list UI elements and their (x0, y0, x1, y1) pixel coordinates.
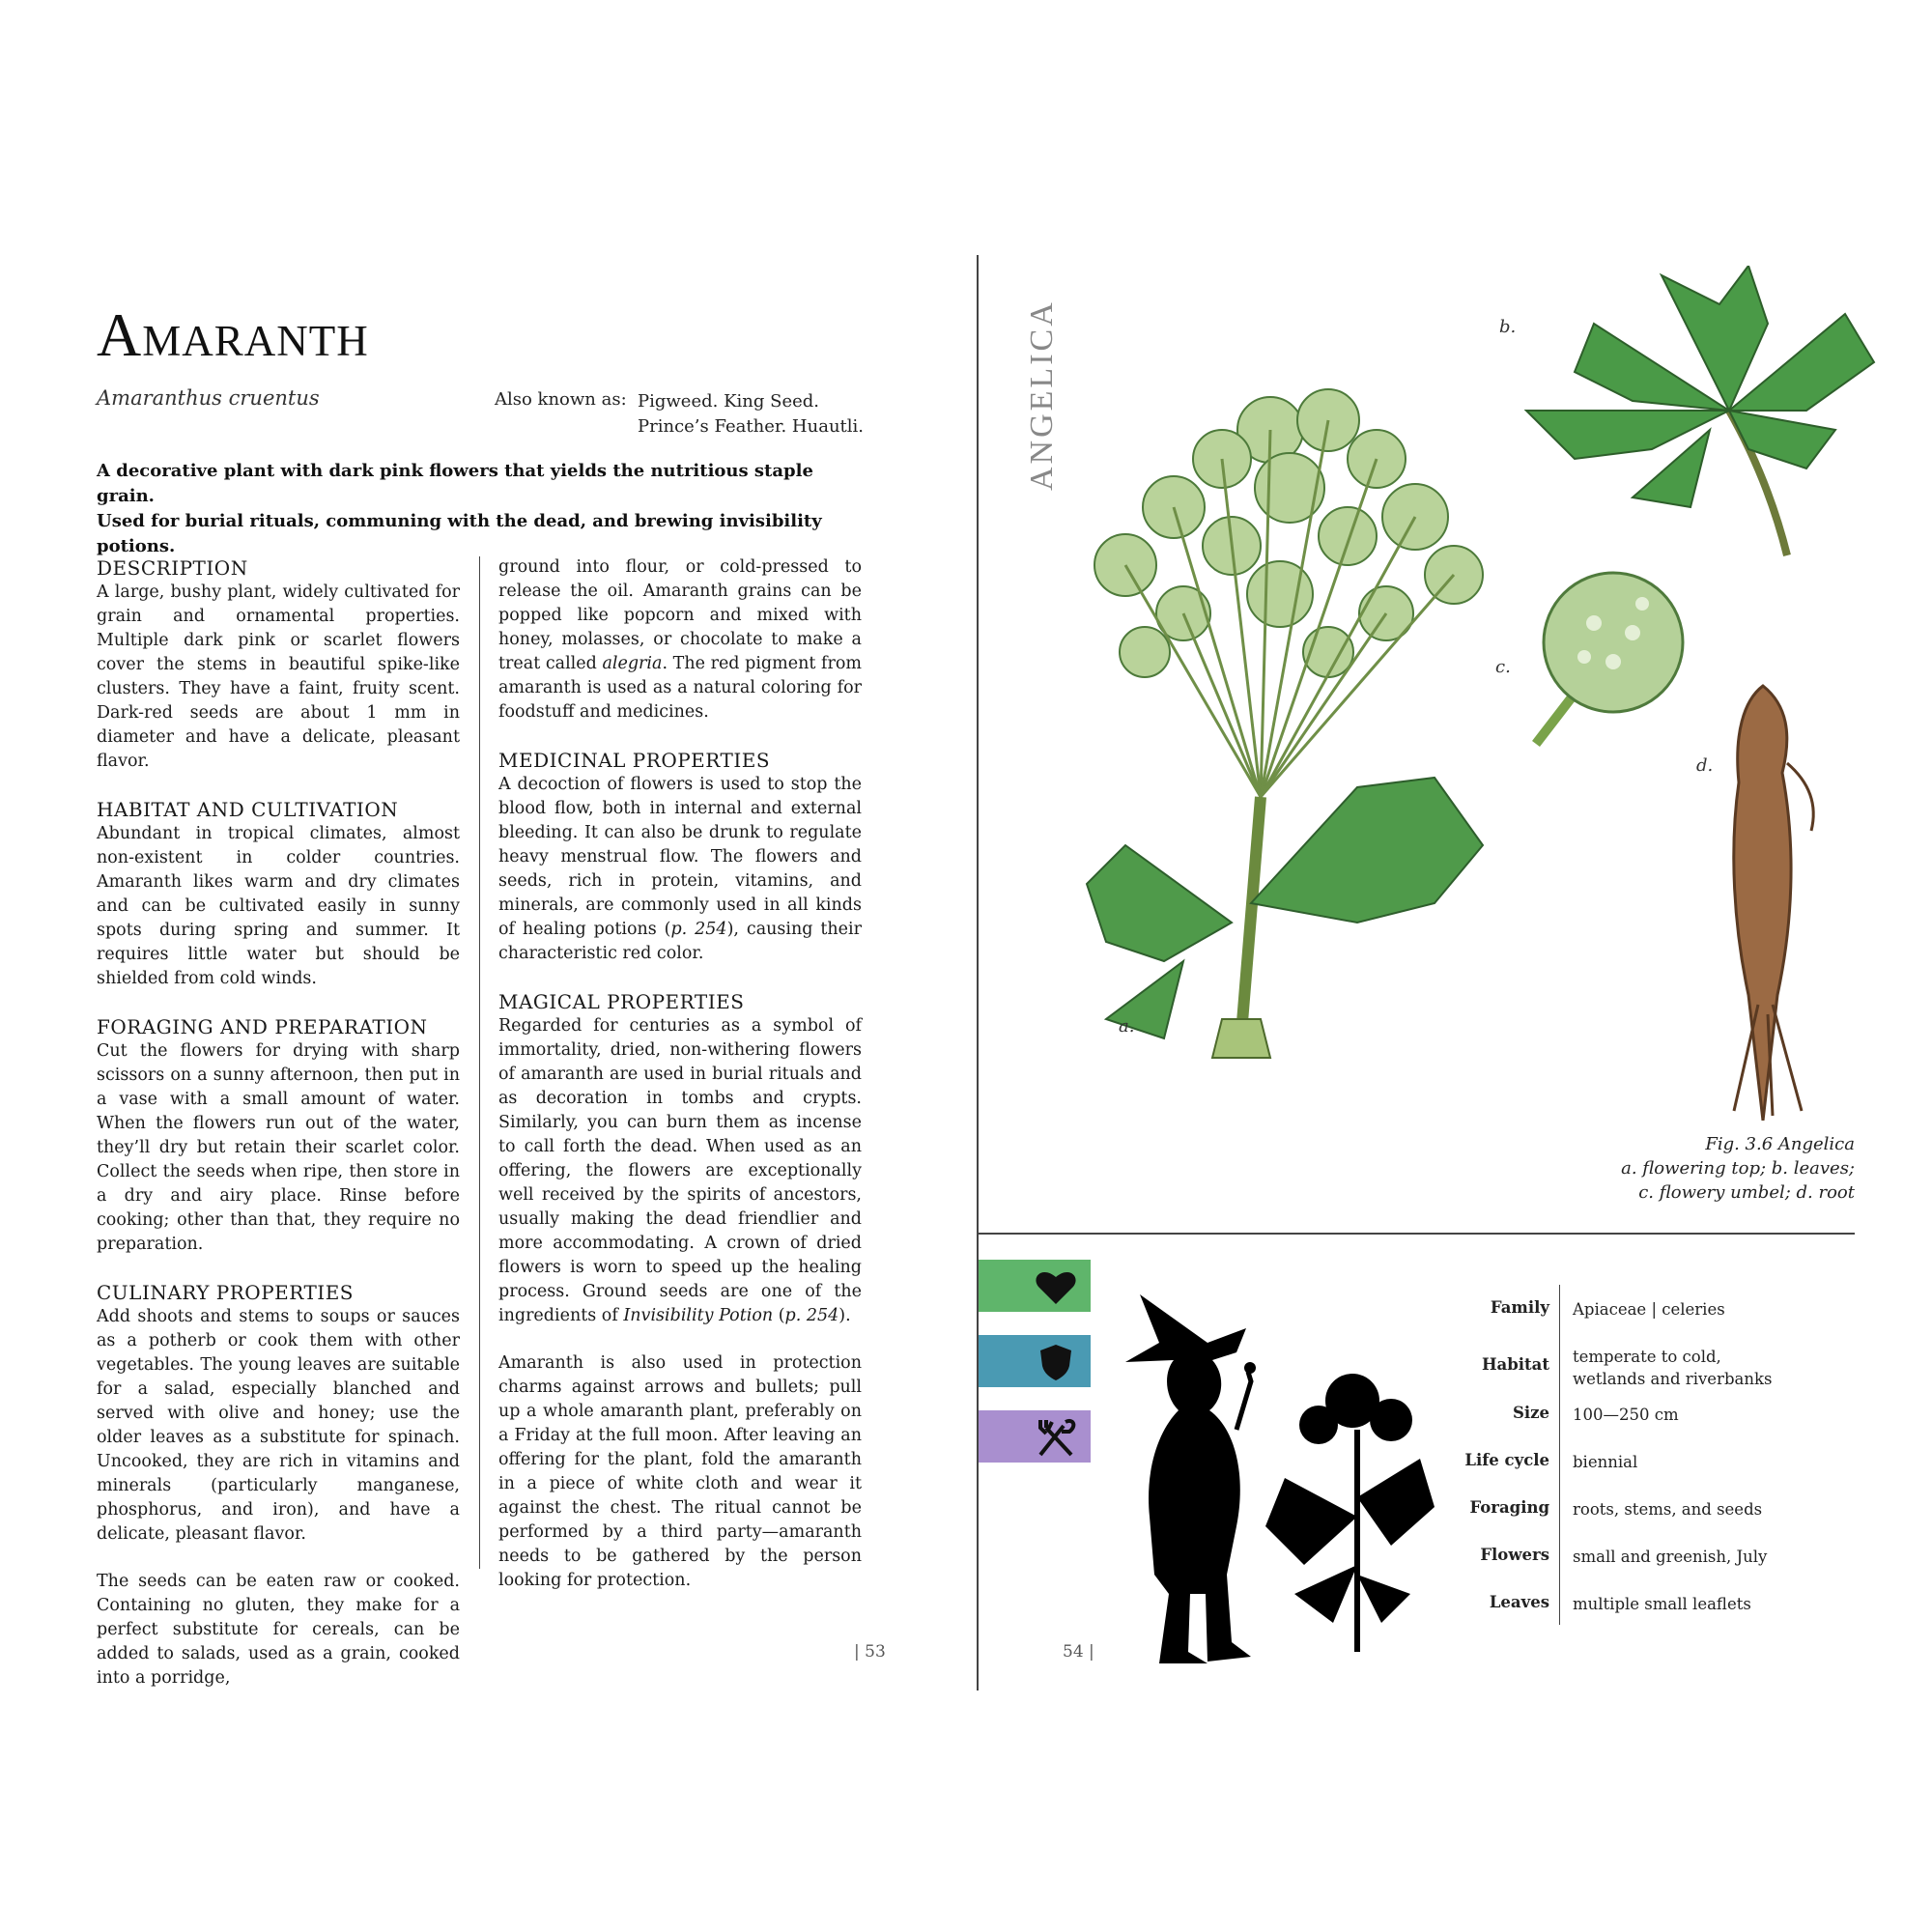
left-column (97, 555, 460, 1714)
page-number-left: | 53 (854, 1642, 886, 1662)
caption-line-2: a. flowering top; b. leaves; (1621, 1158, 1855, 1179)
description-text: A large, bushy plant, widely cultivated for grain and ornamental properties. Multiple dark pink or scarlet flowers cover the stems in beautiful spike-like clusters. They have a faint, fruity scent. Dark-red seeds are about 1 mm in diameter and have a delicate, pleasant flavor. (97, 582, 460, 771)
summary (97, 459, 869, 559)
heart-icon (1035, 1267, 1077, 1306)
aka-label: Also known as: (495, 389, 627, 410)
fact-value: biennial (1573, 1453, 1638, 1471)
fact-value: Apiaceae | celeries (1573, 1300, 1725, 1319)
aka-value (638, 389, 889, 440)
witch-silhouette (1121, 1285, 1285, 1671)
illustration-leaves (1517, 266, 1884, 565)
magical-text-2: Amaranth is also used in protection charms against arrows and bullets; pull up a whole amaranth plant, preferably on a Friday at the full moon. After leaving an offering for the plant, fold the amaranth in a piece of white cloth and wear it against the chest. The ritual cannot be performed by a third party—amaranth needs to be gathered by the person looking for protection. (498, 1353, 862, 1590)
page-title: Amaranth (97, 300, 369, 369)
medicinal-text-em: p. 254 (670, 920, 727, 939)
fact-value: 100—250 cm (1573, 1406, 1679, 1424)
culinary-text-3 (498, 555, 862, 724)
aka-line-2: Prince’s Feather. Huautli. (638, 416, 864, 437)
magical-text-a: Regarded for centuries as a symbol of immortality, dried, non-withering flowers of amaranth are used in burial rituals and as decoration in tombs and crypts. Similarly, you can burn them as incense to call forth the dead. When used as an offering, the flowers are exceptionally well received by the spirits of ancestors, usually making the dead friendlier and more accommodating. A crown of dried flowers is worn to speed up the healing process. Ground seeds are one of the ingredients of (498, 1016, 862, 1325)
caption-line-1: Fig. 3.6 Angelica (1705, 1134, 1855, 1154)
fact-label: Size (1512, 1404, 1549, 1422)
foraging-heading: FORAGING AND PREPARATION (97, 1015, 428, 1038)
fig-label-c: c. (1495, 657, 1511, 677)
summary-line-2: Used for burial rituals, communing with the dead, and brewing invisibility potions. (97, 511, 822, 556)
fact-label: Habitat (1481, 1355, 1549, 1374)
culinary-text-3-em: alegria (602, 654, 663, 673)
habitat-text: Abundant in tropical climates, almost non-existent in colder countries. Amaranth likes warm and dry climates and can be cultivated easily in sunny spots during spring and summer. It requires little water but should be shielded from cold winds. (97, 824, 460, 988)
fact-row-foraging (1420, 1491, 1903, 1538)
fig-label-b: b. (1499, 317, 1517, 337)
medicinal-heading: MEDICINAL PROPERTIES (498, 749, 771, 772)
description-heading: DESCRIPTION (97, 556, 248, 580)
fact-value: small and greenish, July (1573, 1548, 1768, 1566)
habitat-heading: HABITAT AND CULTIVATION (97, 798, 399, 821)
illustration-root (1705, 676, 1831, 1121)
culinary-text-3b: . The red pigment from amaranth is used as a natural coloring for foodstuff and medicines. (498, 654, 862, 722)
fact-row-life-cycle (1420, 1443, 1903, 1491)
shield-icon (1035, 1343, 1077, 1381)
caption-line-3: c. flowery umbel; d. root (1638, 1182, 1855, 1203)
latin-name: Amaranthus cruentus (97, 386, 320, 410)
fact-value: roots, stems, and seeds (1573, 1500, 1763, 1519)
fig-label-d: d. (1696, 755, 1714, 776)
foraging-text: Cut the flowers for drying with sharp scissors on a sunny afternoon, then put in a vase with a small amount of water. When the flowers run out of the water, they’ll dry but retain their scarlet color. Collect the seeds when ripe, then store in a dry and airy place. Rinse before cooking; other than that, they require no preparation. (97, 1041, 460, 1254)
tag-healing (979, 1260, 1091, 1312)
fact-label: Family (1490, 1298, 1549, 1317)
fact-value: temperate to cold, wetlands and riverbanks (1573, 1348, 1773, 1388)
culinary-text-3a: ground into flour, or cold-pressed to release the oil. Amaranth grains can be popped like popcorn and mixed with honey, molasses, or chocolate to make a treat called (498, 557, 862, 673)
fact-row-habitat (1420, 1338, 1903, 1396)
medicinal-text-a: A decoction of flowers is used to stop the blood flow, both in internal and external bleeding. It can also be drunk to regulate heavy menstrual flow. The flowers and seeds, rich in protein, vitamins, and minerals, are commonly used in all kinds of healing potions ( (498, 775, 862, 939)
column-divider (479, 556, 480, 1569)
fact-row-family (1420, 1291, 1903, 1338)
tag-protection (979, 1335, 1091, 1387)
magical-text-1 (498, 1014, 862, 1328)
fact-label: Foraging (1469, 1498, 1549, 1517)
vertical-plant-title: ANGELICA (1024, 299, 1060, 491)
magical-text-em: Invisibility Potion (623, 1306, 774, 1325)
summary-line-1: A decorative plant with dark pink flowers that yields the nutritious staple grain. (97, 461, 813, 506)
illustration-flowering-top (1067, 343, 1541, 1077)
magical-text-c: ). (838, 1306, 851, 1325)
fact-label: Leaves (1489, 1593, 1549, 1611)
utensils-icon (1035, 1418, 1077, 1457)
fact-label: Flowers (1480, 1546, 1549, 1564)
fig-label-a: a. (1119, 1016, 1135, 1037)
book-spine (977, 255, 979, 1690)
illustration-umbel (1526, 565, 1690, 749)
tag-culinary (979, 1410, 1091, 1463)
magical-text-b: ( (773, 1306, 785, 1325)
plant-silhouette (1265, 1372, 1439, 1662)
figure-caption (1526, 1132, 1855, 1205)
medicinal-text (498, 773, 862, 966)
fact-value: multiple small leaflets (1573, 1595, 1751, 1613)
medicinal-text-b: ), causing their characteristic red color. (498, 920, 862, 963)
right-column (498, 555, 862, 1616)
culinary-text-1: Add shoots and stems to soups or sauces as a potherb or cook them with other vegetables. The young leaves are suitable for a salad, especially blanched and served with olive and honey; use the older leaves as a substitute for spinach. Uncooked, they are rich in vitamins and minerals (particularly manganese, phosphorus, and iron), and have a delicate, pleasant flavor. (97, 1307, 460, 1544)
magical-heading: MAGICAL PROPERTIES (498, 990, 745, 1013)
culinary-heading: CULINARY PROPERTIES (97, 1281, 355, 1304)
aka-line-1: Pigweed. King Seed. (638, 391, 819, 412)
culinary-text-2: The seeds can be eaten raw or cooked. Containing no gluten, they make for a perfect substitute for cereals, can be added to salads, used as a grain, cooked into a porridge, (97, 1572, 460, 1688)
fact-row-flowers (1420, 1538, 1903, 1585)
fact-row-size (1420, 1396, 1903, 1443)
fact-row-leaves (1420, 1585, 1903, 1633)
plant-facts (1420, 1291, 1903, 1633)
section-divider (979, 1233, 1855, 1235)
fact-label: Life cycle (1464, 1451, 1549, 1469)
page-number-right: 54 | (1063, 1642, 1094, 1662)
magical-text-em2: p. 254 (784, 1306, 839, 1325)
